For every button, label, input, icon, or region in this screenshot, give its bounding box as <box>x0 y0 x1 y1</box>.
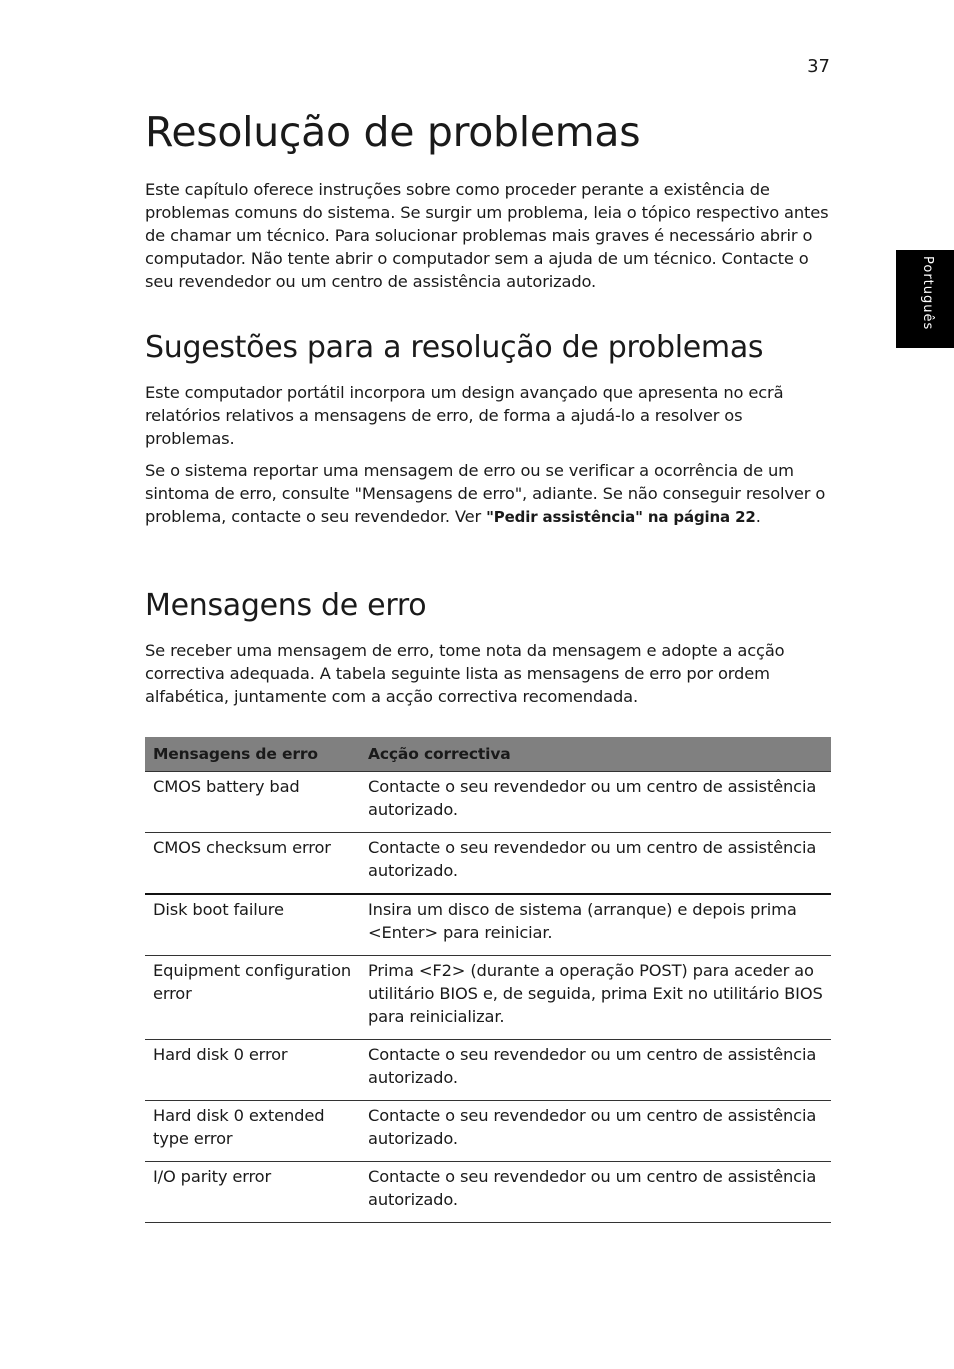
error-message-cell: CMOS checksum error <box>145 833 360 895</box>
assistance-page-link[interactable]: "Pedir assistência" na página 22 <box>486 508 756 526</box>
table-row <box>145 956 831 1040</box>
action-text-mid: (durante a operação POST) para aceder ao utilitário BIOS e, de seguida, prima <box>368 961 814 1003</box>
error-messages-table <box>145 737 831 1223</box>
action-text-pre: Insira um disco de sistema (arranque) e depois prima < <box>368 900 797 942</box>
error-message-cell: Equipment configuration error <box>145 956 360 1040</box>
suggestions-paragraph-2-text: Se o sistema reportar uma mensagem de erro ou se verificar a ocorrência de um sintoma de erro, consulte "Mensagens de erro", adiante. Se não conseguir resolver o problema, contacte o seu revendedor. Ver <box>145 461 826 526</box>
table-row <box>145 1040 831 1101</box>
corrective-action-cell: Contacte o seu revendedor ou um centro de assistência autorizado. <box>360 772 831 833</box>
suggestions-paragraph-2 <box>145 459 831 529</box>
error-message-cell: Hard disk 0 extended type error <box>145 1101 360 1162</box>
enter-key: Enter <box>381 923 425 942</box>
section-heading-error-messages: Mensagens de erro <box>145 588 427 623</box>
page-number: 37 <box>807 56 830 77</box>
table-row <box>145 1162 831 1223</box>
corrective-action-cell <box>360 956 831 1040</box>
corrective-action-cell: Contacte o seu revendedor ou um centro de assistência autorizado. <box>360 1101 831 1162</box>
exit-key: Exit <box>652 984 683 1003</box>
corrective-action-cell: Contacte o seu revendedor ou um centro de assistência autorizado. <box>360 1162 831 1223</box>
corrective-action-cell: Contacte o seu revendedor ou um centro de assistência autorizado. <box>360 833 831 895</box>
table-header-action: Acção correctiva <box>360 737 831 772</box>
language-tab-label: Português <box>920 256 935 331</box>
f2-key: <F2> <box>418 961 466 980</box>
error-message-cell: Hard disk 0 error <box>145 1040 360 1101</box>
table-header-message: Mensagens de erro <box>145 737 360 772</box>
section-heading-suggestions: Sugestões para a resolução de problemas <box>145 330 764 365</box>
error-message-cell: I/O parity error <box>145 1162 360 1223</box>
error-messages-paragraph: Se receber uma mensagem de erro, tome nota da mensagem e adopte a acção correctiva adequada. A tabela seguinte lista as mensagens de erro por ordem alfabética, juntamente com a acção correctiva recomendada. <box>145 641 785 706</box>
error-message-cell: CMOS battery bad <box>145 772 360 833</box>
table-row <box>145 894 831 956</box>
suggestions-paragraph-2-end: . <box>755 507 761 526</box>
corrective-action-cell: Contacte o seu revendedor ou um centro de assistência autorizado. <box>360 1040 831 1101</box>
language-tab <box>896 250 954 348</box>
page-title: Resolução de problemas <box>145 108 641 156</box>
corrective-action-cell <box>360 894 831 956</box>
intro-paragraph: Este capítulo oferece instruções sobre como proceder perante a existência de problemas comuns do sistema. Se surgir um problema, leia o tópico respectivo antes de chamar um técnico. Para solucionar problemas mais graves é necessário abrir o computador. Não tente abrir o computador sem a ajuda de um técnico. Contacte o seu revendedor ou um centro de assistência autorizado. <box>145 180 829 291</box>
table-row <box>145 833 831 895</box>
table-header-row <box>145 737 831 772</box>
suggestions-paragraph-1: Este computador portátil incorpora um design avançado que apresenta no ecrã relatórios relativos a mensagens de erro, de forma a ajudá-lo a resolver os problemas. <box>145 383 784 448</box>
error-message-cell: Disk boot failure <box>145 894 360 956</box>
table-row <box>145 772 831 833</box>
action-text-post: > para reiniciar. <box>424 923 553 942</box>
action-text-pre: Prima <box>368 961 419 980</box>
action-text-post: no utilitário BIOS para reinicializar. <box>368 984 823 1026</box>
table-row <box>145 1101 831 1162</box>
